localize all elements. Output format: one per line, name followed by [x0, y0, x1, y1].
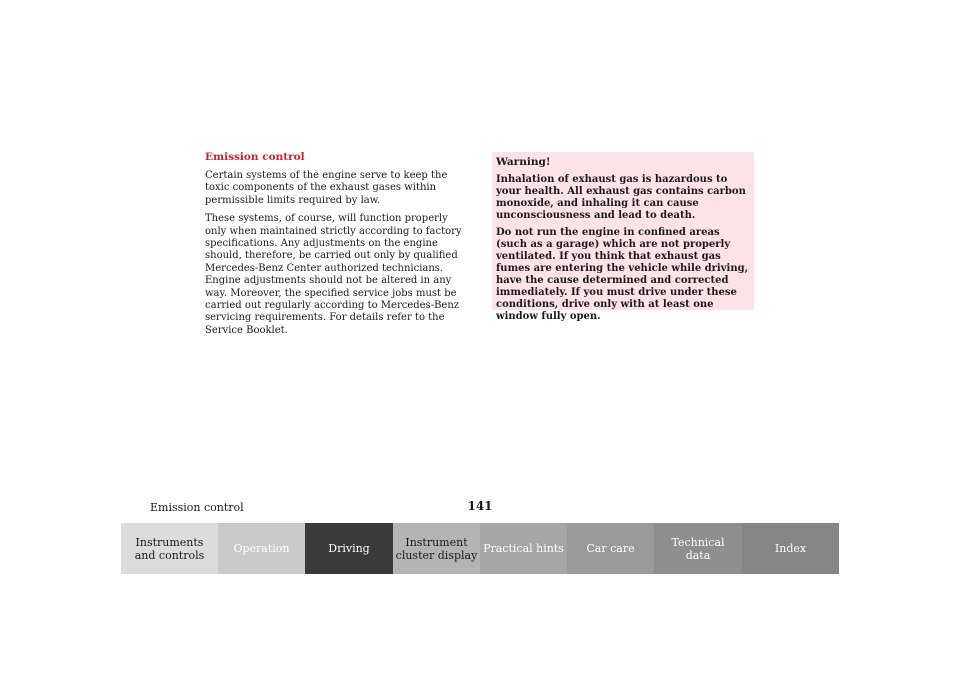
- tab-practical-hints[interactable]: Practical hints: [480, 523, 567, 574]
- chapter-nav-bar: [121, 523, 839, 574]
- tab-operation[interactable]: Operation: [218, 523, 305, 574]
- warning-box: [492, 152, 754, 322]
- body-paragraph: These systems, of course, will function properly only when maintained strictly according to factory specifications. Any adjustments on the engine should, therefore, be carried out only by qualified Mercedes-Benz Center authorized technicians. Engine adjustments should not be altered in any way. Moreover, the specified service jobs must be carried out regularly according to Mercedes-Benz servicing requirements. For details refer to the Service Booklet.: [205, 213, 462, 336]
- tab-instruments-and-controls[interactable]: Instruments and controls: [121, 523, 218, 574]
- tab-car-care[interactable]: Car care: [567, 523, 654, 574]
- body-paragraph: Certain systems of the engine serve to keep the toxic components of the exhaust gases within permissible limits required by law.: [205, 170, 448, 206]
- tab-instrument-cluster-display[interactable]: Instrument cluster display: [393, 523, 480, 574]
- page-number: 141: [467, 499, 493, 513]
- tab-driving[interactable]: Driving: [305, 523, 393, 574]
- tab-index[interactable]: Index: [742, 523, 839, 574]
- warning-title: Warning!: [496, 156, 551, 168]
- footer-section-name: Emission control: [150, 501, 244, 514]
- tab-technical-data[interactable]: Technical data: [654, 523, 742, 574]
- warning-paragraph: Inhalation of exhaust gas is hazardous to your health. All exhaust gas contains carbon monoxide, and inhaling it can cause unconsciousness and lead to death.: [496, 174, 746, 221]
- warning-paragraph: Do not run the engine in confined areas (such as a garage) which are not properly ventilated. If you think that exhaust gas fumes are entering the vehicle while driving, have the cause determined and corrected immediately. If you must drive under these conditions, drive only with at least one window fully open.: [496, 227, 749, 322]
- content-column: [205, 151, 470, 343]
- section-heading: Emission control: [205, 151, 305, 163]
